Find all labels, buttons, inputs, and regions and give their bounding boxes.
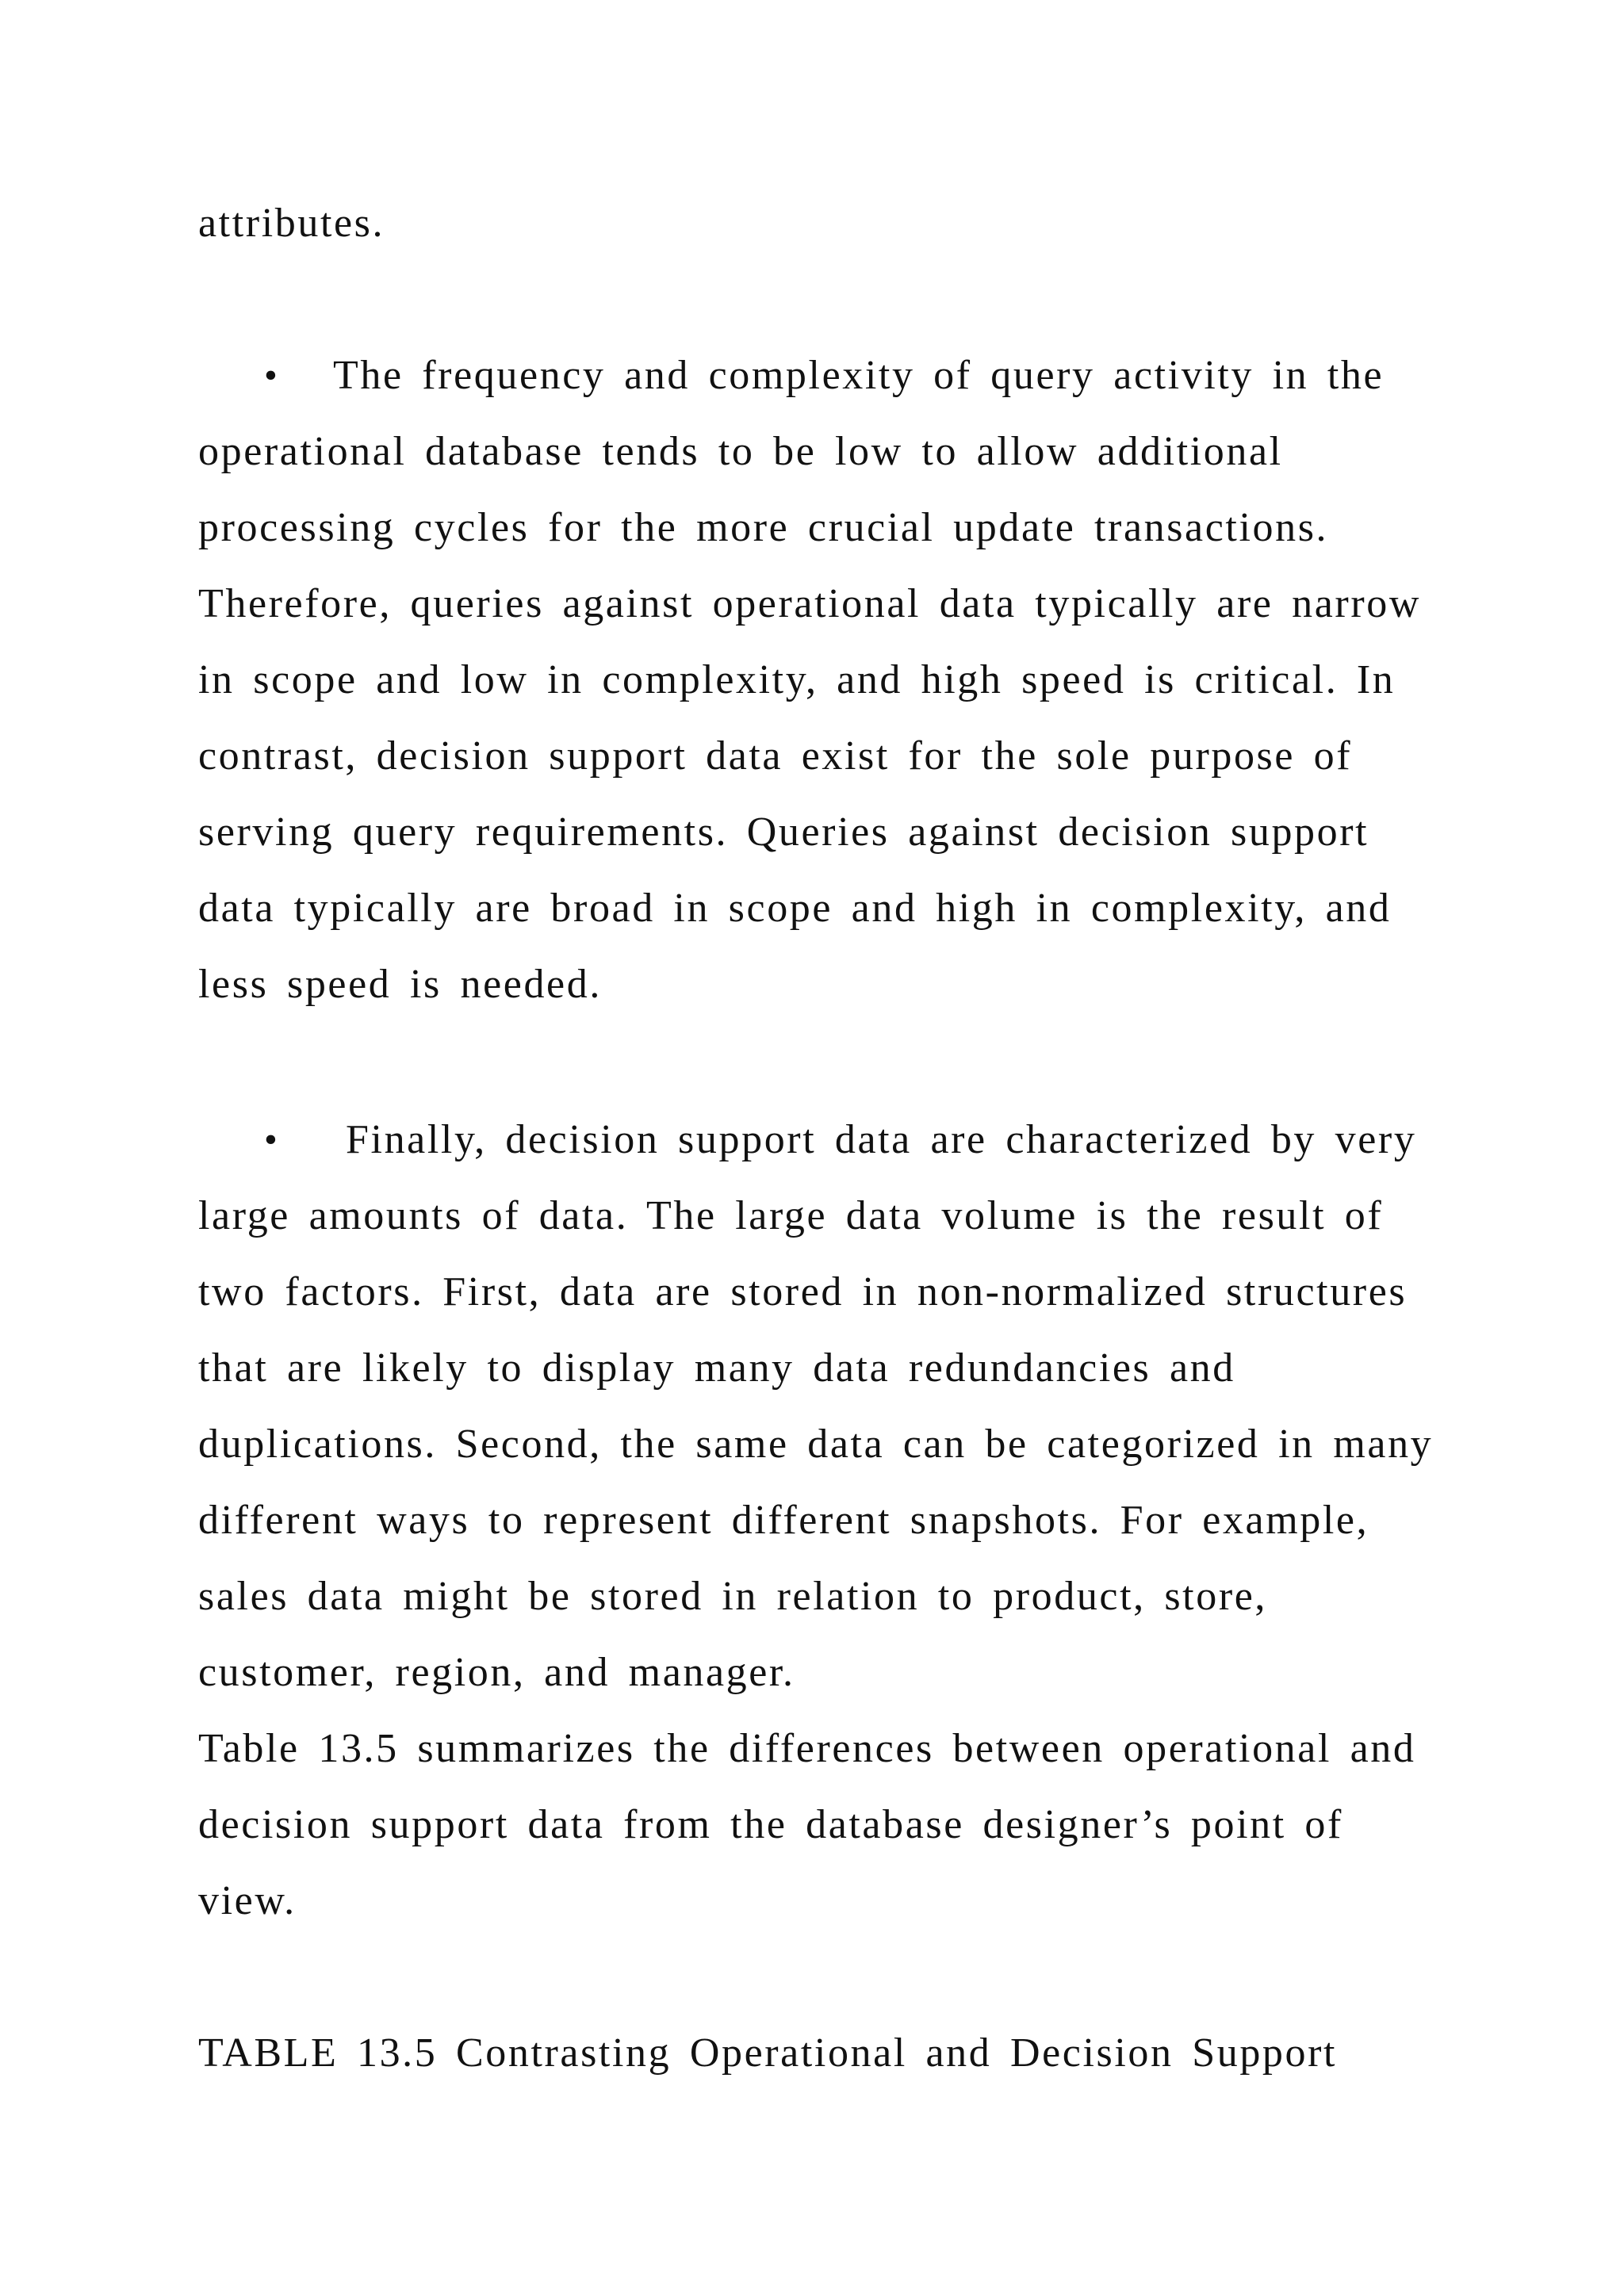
paragraph-line-2: decision support data from the database designer’s point of <box>198 1802 1343 1847</box>
bullet-2-line-1: Finally, decision support data are characterized by very <box>346 1117 1417 1162</box>
bullet-2-line-7: sales data might be stored in relation to product, store, <box>198 1574 1268 1619</box>
bullet-1-line-4: Therefore, queries against operational data typically are narrow <box>198 581 1422 626</box>
bullet-1-line-7: serving query requirements. Queries against decision support <box>198 809 1369 855</box>
bullet-1-line-1: The frequency and complexity of query activity in the <box>333 353 1385 398</box>
bullet-2-line-2: large amounts of data. The large data volume is the result of <box>198 1193 1384 1238</box>
bullet-2-line-3: two factors. First, data are stored in non-normalized structures <box>198 1269 1408 1314</box>
paragraph-line-3: view. <box>198 1878 297 1923</box>
bullet-1-line-5: in scope and low in complexity, and high speed is critical. In <box>198 657 1396 702</box>
bullet-2-line-5: duplications. Second, the same data can be categorized in many <box>198 1422 1434 1467</box>
bullet-point: • <box>264 354 278 396</box>
bullet-1-line-3: processing cycles for the more crucial update transactions. <box>198 505 1329 550</box>
bullet-point: • <box>264 1119 278 1161</box>
table-caption: TABLE 13.5 Contrasting Operational and Decision Support <box>198 2030 1338 2076</box>
paragraph-continuation-line: attributes. <box>198 201 385 246</box>
bullet-2-line-8: customer, region, and manager. <box>198 1650 795 1695</box>
paragraph-line-1: Table 13.5 summarizes the differences between operational and <box>198 1726 1416 1771</box>
bullet-1-line-9: less speed is needed. <box>198 962 602 1007</box>
bullet-2-line-4: that are likely to display many data redundancies and <box>198 1345 1235 1391</box>
bullet-2-line-6: different ways to represent different snapshots. For example, <box>198 1498 1369 1543</box>
bullet-1-line-8: data typically are broad in scope and high in complexity, and <box>198 886 1392 931</box>
bullet-1-line-2: operational database tends to be low to allow additional <box>198 429 1283 474</box>
bullet-1-line-6: contrast, decision support data exist for the sole purpose of <box>198 733 1353 779</box>
